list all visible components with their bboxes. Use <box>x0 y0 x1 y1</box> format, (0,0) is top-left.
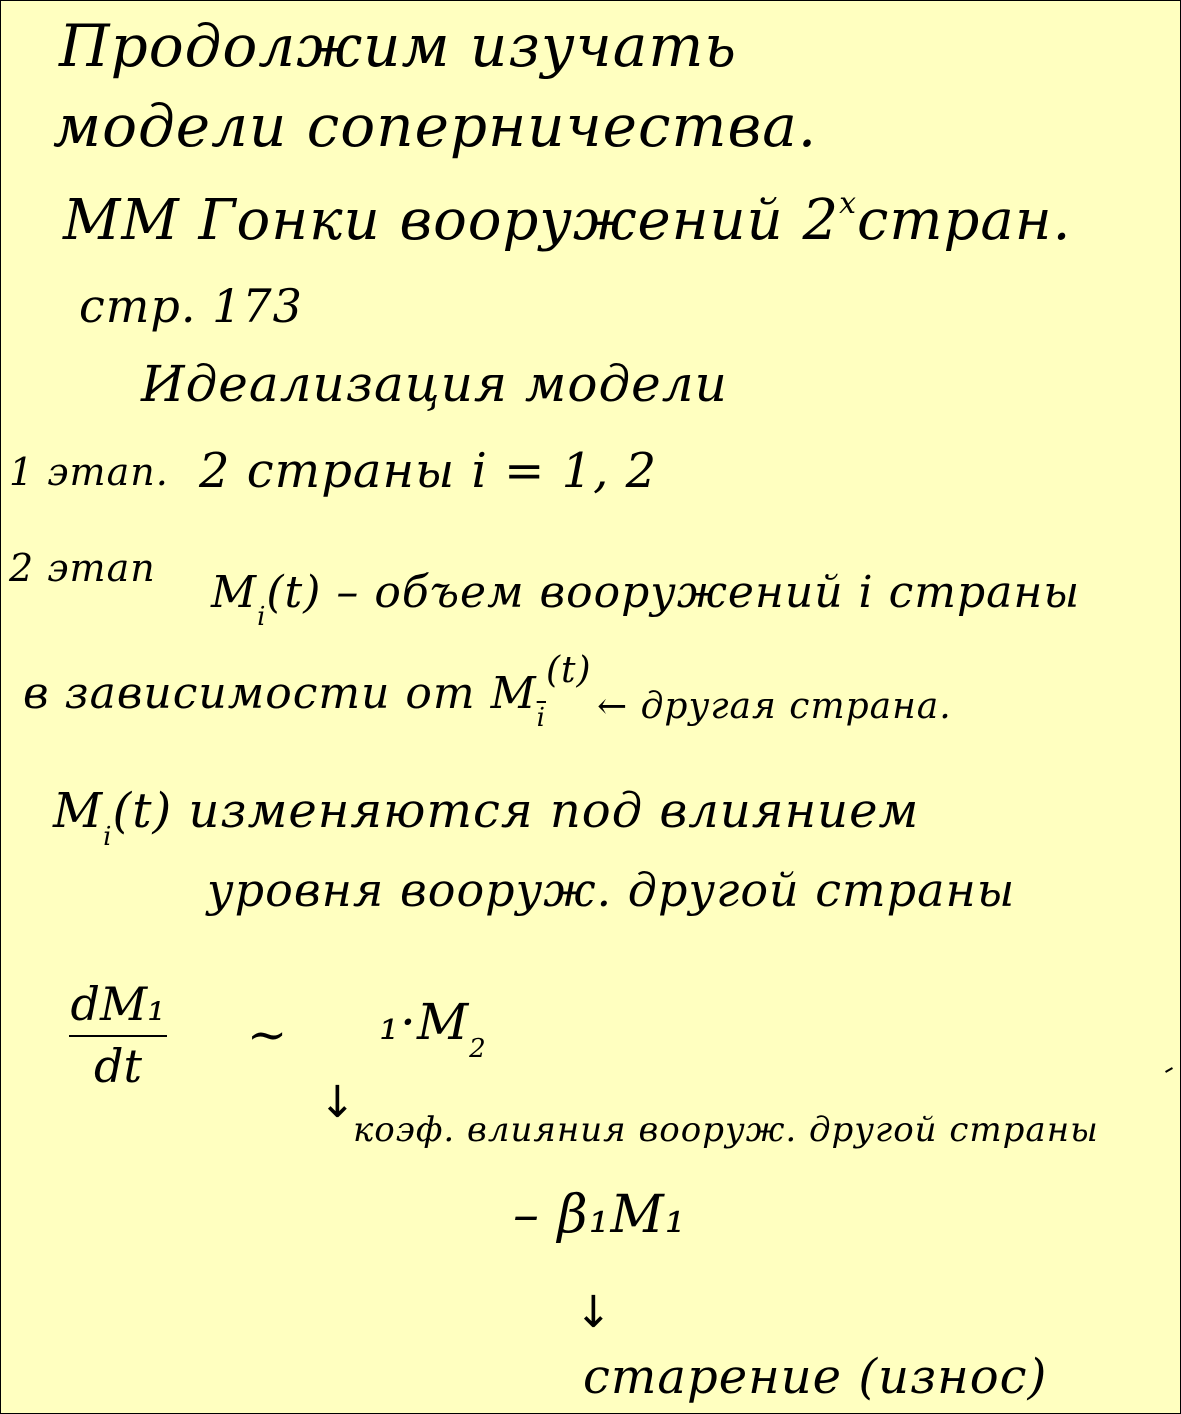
page-reference: стр. 173 <box>79 279 303 333</box>
dependence-subscript: i <box>536 703 546 733</box>
rhs-coefficient: ₁·M <box>379 993 470 1051</box>
rhs-subscript: 2 <box>469 1034 487 1064</box>
derivative-denominator: dt <box>94 1039 142 1093</box>
rhs-term <box>379 993 487 1064</box>
coefficient-note: коэф. влияния вооруж. другой страны <box>353 1110 1099 1150</box>
topic-superscript: х <box>839 186 857 221</box>
idealization-heading: Идеализация модели <box>141 355 728 413</box>
stage-2-text <box>211 567 1081 632</box>
dependence-t: (t) <box>546 650 592 691</box>
stage-2-subscript: i <box>257 602 267 632</box>
topic-main: ММ Гонки вооружений 2 <box>63 188 840 253</box>
title-line-2: модели соперничества. <box>53 92 818 160</box>
change-text: (t) изменяются под влиянием <box>112 783 920 839</box>
stage-2-symbol: M <box>211 567 258 618</box>
topic-line <box>63 186 1072 253</box>
dependence-text: в зависимости от M <box>23 668 537 719</box>
stray-pen-mark <box>1165 1067 1173 1073</box>
change-line-2: уровня вооруж. другой страны <box>207 863 1016 917</box>
down-arrow-icon: ↓ <box>575 1287 612 1338</box>
down-arrow-icon: ↓ <box>319 1077 356 1128</box>
change-subscript: i <box>103 822 113 852</box>
derivative-numerator: dM₁ <box>70 977 166 1031</box>
derivative-fraction <box>63 977 173 1093</box>
stage-1-label: 1 этап. <box>9 450 169 494</box>
change-symbol: M <box>53 783 104 839</box>
dependence-line <box>23 650 592 733</box>
change-line <box>53 783 920 852</box>
topic-end: стран. <box>857 188 1072 253</box>
title-line-1: Продолжим изучать <box>59 12 737 80</box>
stage-2-description: (t) – объем вооружений i страны <box>266 567 1081 618</box>
proportional-sign: ~ <box>247 1007 289 1063</box>
other-country-note: ← другая страна. <box>597 686 952 727</box>
stage-2-label: 2 этап <box>9 546 156 590</box>
aging-term: – β₁M₁ <box>513 1185 687 1245</box>
aging-note: старение (износ) <box>583 1349 1048 1405</box>
fraction-bar <box>69 1035 167 1037</box>
stage-1-text: 2 страны i = 1, 2 <box>199 443 658 499</box>
